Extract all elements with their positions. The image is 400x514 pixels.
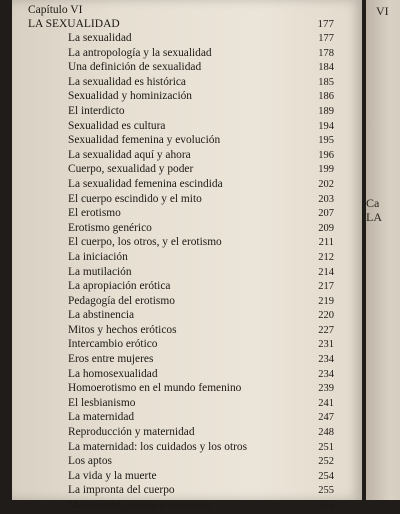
toc-entry-page: 202	[318, 178, 334, 190]
toc-entry	[30, 89, 334, 104]
chapter-title: LA SEXUALIDAD	[28, 18, 120, 30]
toc-entry-title: La homosexualidad	[68, 367, 158, 380]
toc-entry	[30, 381, 334, 396]
toc-entry	[30, 337, 334, 352]
toc-entry-page: 194	[318, 120, 334, 132]
adjacent-page-text: LA	[366, 210, 382, 224]
toc-entry-title: Sexualidad es cultura	[68, 119, 166, 132]
toc-entry	[30, 440, 334, 455]
toc-entry	[30, 75, 334, 90]
toc-entry-title: Intercambio erótico	[68, 338, 158, 351]
toc-entry	[30, 148, 334, 163]
toc-entry-title: Sexualidad femenina y evolución	[68, 134, 221, 147]
toc-entry-title: El interdicto	[68, 104, 125, 117]
toc-entry-page: 184	[318, 62, 334, 74]
toc-entry	[30, 483, 334, 498]
toc-entry	[30, 410, 334, 425]
toc-entry-page: 255	[318, 485, 334, 497]
toc-entry-page: 219	[318, 295, 334, 307]
toc-entry	[30, 119, 334, 134]
toc-entry	[30, 454, 334, 469]
toc-entry-page: 185	[318, 76, 334, 88]
toc-entry-page: 189	[318, 105, 334, 117]
toc-entry-title: La iniciación	[68, 250, 128, 263]
toc-entry-title: El lesbianismo	[68, 396, 136, 409]
toc-entry-page: 255	[318, 500, 334, 511]
chapter-page-number: 177	[317, 18, 334, 30]
toc-entry	[30, 162, 334, 177]
toc-entry-title: La apropiación erótica	[68, 280, 171, 293]
toc-entry	[30, 177, 334, 192]
toc-entry-title: Eros entre mujeres	[68, 353, 154, 366]
table-of-contents	[30, 31, 334, 513]
toc-entry-title: El erotismo	[68, 207, 121, 220]
toc-entry	[30, 60, 334, 75]
toc-entry	[30, 308, 334, 323]
toc-entry-page: 207	[318, 208, 334, 220]
toc-entry-page: 239	[318, 383, 334, 395]
toc-entry-title: La antropología y la sexualidad	[68, 46, 212, 59]
toc-entry-page: 211	[318, 237, 334, 249]
toc-entry-page: 178	[318, 47, 334, 59]
toc-entry-page: 220	[318, 310, 334, 322]
toc-entry-page: 199	[318, 164, 334, 176]
toc-entry-page: 251	[318, 441, 334, 453]
toc-entry	[30, 425, 334, 440]
toc-entry-title: Maternidad, Estado e ideología	[68, 499, 211, 511]
toc-entry-title: Mitos y hechos eróticos	[68, 323, 177, 336]
toc-entry-page: 214	[318, 266, 334, 278]
toc-entry-page: 252	[318, 456, 334, 468]
toc-entry-title: Homoerotismo en el mundo femenino	[68, 382, 242, 395]
toc-entry	[30, 294, 334, 309]
toc-entry-title: La sexualidad es histórica	[68, 75, 186, 88]
toc-entry-title: La maternidad: los cuidados y los otros	[68, 440, 248, 453]
toc-entry-page: 234	[318, 354, 334, 366]
toc-entry-page: 217	[318, 281, 334, 293]
toc-entry-page: 203	[318, 193, 334, 205]
toc-entry	[30, 206, 334, 221]
toc-entry-title: La sexualidad aquí y ahora	[68, 148, 191, 161]
toc-entry-title: El cuerpo, los otros, y el erotismo	[68, 236, 222, 249]
adjacent-page	[366, 0, 400, 500]
toc-entry-title: La maternidad	[68, 411, 135, 424]
toc-entry	[30, 367, 334, 382]
toc-entry-page: 247	[318, 412, 334, 424]
toc-entry	[30, 133, 334, 148]
toc-entry-page: 186	[318, 91, 334, 103]
toc-entry-page: 231	[318, 339, 334, 351]
toc-entry-title: La vida y la muerte	[68, 469, 157, 482]
toc-entry-title: La impronta del cuerpo	[68, 484, 175, 497]
toc-entry	[30, 469, 334, 484]
toc-entry	[30, 31, 334, 46]
toc-entry-page: 234	[318, 368, 334, 380]
toc-entry	[30, 46, 334, 61]
toc-entry-page: 209	[318, 222, 334, 234]
toc-entry	[30, 498, 334, 513]
toc-entry-title: Pedagogía del erotismo	[68, 294, 175, 307]
toc-entry-page: 212	[318, 251, 334, 263]
toc-entry-page: 241	[318, 397, 334, 409]
toc-entry	[30, 235, 334, 250]
toc-entry	[30, 323, 334, 338]
toc-entry-title: El cuerpo escindido y el mito	[68, 192, 202, 205]
toc-entry	[30, 221, 334, 236]
toc-entry	[30, 279, 334, 294]
toc-entry	[30, 104, 334, 119]
toc-entry	[30, 265, 334, 280]
toc-entry-title: Una definición de sexualidad	[68, 61, 202, 74]
chapter-heading: Capítulo VI	[28, 4, 83, 16]
toc-entry	[30, 250, 334, 265]
toc-entry-page: 196	[318, 149, 334, 161]
toc-entry-title: Reproducción y maternidad	[68, 426, 195, 439]
toc-entry	[30, 352, 334, 367]
toc-entry-title: La mutilación	[68, 265, 132, 278]
toc-entry-title: La abstinencia	[68, 309, 135, 322]
adjacent-page-text: VI	[376, 4, 389, 18]
adjacent-page-text: Ca	[366, 196, 380, 210]
toc-entry-title: Erotismo genérico	[68, 221, 152, 234]
toc-entry-page: 248	[318, 427, 334, 439]
toc-entry-page: 177	[318, 33, 334, 44]
toc-entry	[30, 192, 334, 207]
toc-entry-title: Sexualidad y hominización	[68, 90, 193, 103]
toc-entry-page: 227	[318, 324, 334, 336]
toc-entry	[30, 396, 334, 411]
toc-entry-page: 195	[318, 135, 334, 147]
toc-entry-title: Los aptos	[68, 455, 112, 468]
toc-entry-title: La sexualidad femenina escindida	[68, 177, 223, 190]
toc-entry-page: 254	[318, 470, 334, 482]
toc-entry-title: Cuerpo, sexualidad y poder	[68, 163, 194, 176]
book-page	[12, 0, 362, 511]
toc-entry-title: La sexualidad	[68, 32, 132, 44]
